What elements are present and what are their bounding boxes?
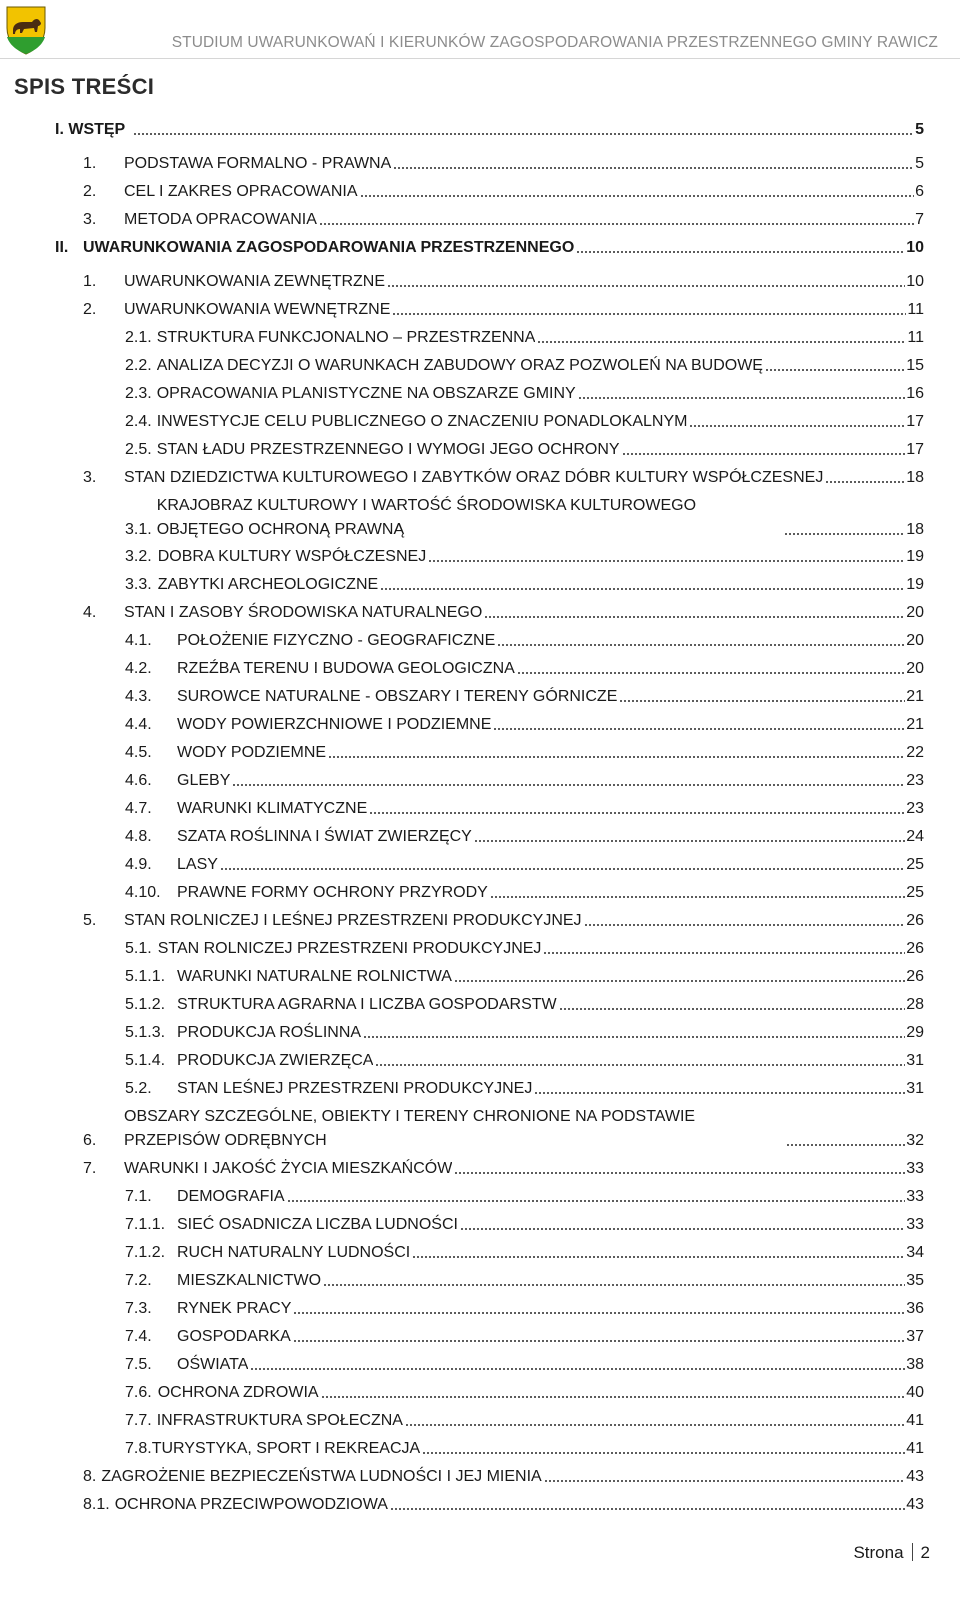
footer-page-number: 2 <box>920 1543 930 1562</box>
toc-entry[interactable] <box>125 1297 924 1321</box>
toc-entry-number: 3. <box>83 469 97 486</box>
toc-entry[interactable] <box>125 1185 924 1209</box>
toc-entry[interactable] <box>125 354 924 378</box>
toc-entry[interactable] <box>125 494 924 542</box>
toc-entry-title: TURYSTYKA, SPORT I REKREACJA <box>151 1440 421 1457</box>
toc-entry[interactable] <box>83 208 924 232</box>
toc-entry-title: PODSTAWA FORMALNO - PRAWNA <box>124 155 392 172</box>
toc-entry-number: 8. <box>83 1468 97 1485</box>
toc-entry-number: 5.1.2. <box>125 996 166 1013</box>
toc-entry-number: 2.3. <box>125 385 152 402</box>
toc-entry-title: ZABYTKI ARCHEOLOGICZNE <box>157 576 379 593</box>
toc-dot-leader <box>369 810 905 815</box>
toc-dot-leader <box>328 754 905 759</box>
toc-dot-leader <box>537 339 906 344</box>
toc-entry[interactable] <box>125 797 924 821</box>
toc-dot-leader <box>375 1062 905 1067</box>
toc-dot-leader <box>390 1506 905 1511</box>
toc-entry-page: 38 <box>906 1356 924 1373</box>
toc-entry-page: 23 <box>906 772 924 789</box>
toc-dot-leader <box>544 1478 906 1483</box>
toc-entry-title: WODY PODZIEMNE <box>177 744 327 761</box>
toc-dot-leader <box>393 165 914 170</box>
toc-entry[interactable] <box>125 769 924 793</box>
toc-entry[interactable] <box>125 825 924 849</box>
toc-dot-leader <box>474 838 905 843</box>
toc-dot-leader <box>454 1170 905 1175</box>
toc-entry-page: 41 <box>906 1412 924 1429</box>
toc-dot-leader <box>578 395 905 400</box>
toc-entry-title: UWARUNKOWANIA WEWNĘTRZNE <box>124 301 391 318</box>
toc-entry-number: 2.4. <box>125 413 152 430</box>
footer-separator <box>912 1543 913 1561</box>
toc-heading: SPIS TREŚCI <box>14 74 155 99</box>
toc-entry[interactable] <box>125 713 924 737</box>
toc-entry-page: 34 <box>906 1244 924 1261</box>
toc-entry-number: 1. <box>83 155 97 172</box>
toc-entry-number: 2. <box>83 301 97 318</box>
toc-entry-number: 2.5. <box>125 441 152 458</box>
toc-entry[interactable] <box>125 410 924 434</box>
toc-entry-page: 25 <box>906 884 924 901</box>
toc-entry-title: OPRACOWANIA PLANISTYCZNE NA OBSZARZE GMINY <box>156 385 576 402</box>
toc-dot-leader <box>387 283 905 288</box>
toc-entry-number: 4.1. <box>125 632 152 649</box>
toc-entry-page: 25 <box>906 856 924 873</box>
toc-entry-title: STAN ŁADU PRZESTRZENNEGO I WYMOGI JEGO OCHRONY <box>156 441 620 458</box>
toc-entry-title: LASY <box>177 856 218 873</box>
toc-entry-number: 4.5. <box>125 744 152 761</box>
toc-dot-leader <box>360 193 915 198</box>
toc-entry-page: 28 <box>906 996 924 1013</box>
toc-entry-page: 21 <box>906 688 924 705</box>
toc-dot-leader <box>497 642 905 647</box>
toc-entry-title: ANALIZA DECYZJI O WARUNKACH ZABUDOWY ORAZ POZWOLEŃ NA BUDOWĘ <box>156 357 763 374</box>
toc-dot-leader <box>517 670 905 675</box>
toc-entry-title: GOSPODARKA <box>177 1328 291 1345</box>
toc-entry[interactable] <box>83 1105 924 1153</box>
toc-entry-title: STAN ROLNICZEJ I LEŚNEJ PRZESTRZENI PRODUKCYJNEJ <box>124 912 582 929</box>
toc-entry-number: 7. <box>83 1160 97 1177</box>
toc-entry-number: 3.1. <box>125 521 152 538</box>
toc-entry-title: INFRASTRUKTURA SPOŁECZNA <box>156 1412 403 1429</box>
toc-dot-leader <box>392 311 906 316</box>
toc-dot-leader <box>323 1282 905 1287</box>
toc-entry[interactable] <box>125 1409 924 1433</box>
toc-entry-number: 4.4. <box>125 716 152 733</box>
toc-entry[interactable] <box>55 118 924 142</box>
toc-entry-number: 5. <box>83 912 97 929</box>
toc-dot-leader <box>380 586 905 591</box>
toc-entry-number: 4.9. <box>125 856 152 873</box>
toc-entry[interactable] <box>125 853 924 877</box>
toc-entry-number: 5.2. <box>125 1080 152 1097</box>
toc-entry[interactable] <box>125 1077 924 1101</box>
toc-dot-leader <box>689 423 905 428</box>
toc-dot-leader <box>287 1198 906 1203</box>
toc-entry-page: 41 <box>906 1440 924 1457</box>
footer-label: Strona <box>853 1543 904 1562</box>
toc-entry-number: 3.3. <box>125 576 152 593</box>
toc-entry-title: STAN ROLNICZEJ PRZESTRZENI PRODUKCYJNEJ <box>157 940 542 957</box>
toc-entry-page: 29 <box>906 1024 924 1041</box>
toc-entry[interactable] <box>125 1353 924 1377</box>
toc-entry-title: OBSZARY SZCZEGÓLNE, OBIEKTY I TERENY CHRONIONE NA PODSTAWIE PRZEPISÓW ODRĘBNYCH <box>124 1108 696 1149</box>
toc-entry-number: 7.1.2. <box>125 1244 166 1261</box>
toc-entry-page: 36 <box>906 1300 924 1317</box>
toc-dot-leader <box>825 479 905 484</box>
toc-entry[interactable] <box>83 1465 924 1489</box>
toc-entry[interactable] <box>125 326 924 350</box>
toc-entry-page: 33 <box>906 1160 924 1177</box>
toc-entry-page: 11 <box>907 301 924 318</box>
toc-entry-number: 7.7. <box>125 1412 152 1429</box>
toc-entry-title: SUROWCE NATURALNE - OBSZARY I TERENY GÓRNICZE <box>177 688 618 705</box>
toc-entry-title: METODA OPRACOWANIA <box>124 211 317 228</box>
header-divider <box>0 58 960 59</box>
toc-entry[interactable] <box>83 909 924 933</box>
toc-entry-title: MIESZKALNICTWO <box>177 1272 322 1289</box>
toc-dot-leader <box>460 1226 905 1231</box>
toc-entry-title: POŁOŻENIE FIZYCZNO - GEOGRAFICZNE <box>177 632 496 649</box>
toc-entry-page: 20 <box>906 632 924 649</box>
toc-dot-leader <box>543 950 905 955</box>
toc-entry-page: 20 <box>906 604 924 621</box>
toc-entry[interactable] <box>125 965 924 989</box>
toc-dot-leader <box>220 866 905 871</box>
toc-entry[interactable] <box>83 601 924 625</box>
bear-coat-of-arms-icon <box>4 4 48 56</box>
toc-entry-number: 7.5. <box>125 1356 152 1373</box>
toc-entry-page: 10 <box>906 273 924 290</box>
toc-entry-page: 33 <box>906 1188 924 1205</box>
toc-dot-leader <box>405 1422 905 1427</box>
toc-entry-number: 4.6. <box>125 772 152 789</box>
toc-entry-page: 5 <box>915 121 924 138</box>
toc-dot-leader <box>422 1450 905 1455</box>
toc-entry-page: 18 <box>906 469 924 486</box>
toc-entry-number: 4.2. <box>125 660 152 677</box>
toc-entry-number: 4. <box>83 604 97 621</box>
toc-entry-number: 7.2. <box>125 1272 152 1289</box>
toc-entry-title: CEL I ZAKRES OPRACOWANIA <box>124 183 358 200</box>
toc-entry[interactable] <box>125 1049 924 1073</box>
toc-entry-number: 7.8. <box>125 1440 152 1457</box>
toc-entry-title: KRAJOBRAZ KULTUROWY I WARTOŚĆ ŚRODOWISKA KULTUROWEGO OBJĘTEGO OCHRONĄ PRAWNĄ <box>156 497 697 538</box>
page-footer <box>853 1543 930 1563</box>
toc-entry-number: 7.1. <box>125 1188 152 1205</box>
toc-entry-page: 35 <box>906 1272 924 1289</box>
toc-entry-page: 19 <box>906 576 924 593</box>
toc-dot-leader <box>490 894 905 899</box>
toc-entry-number: 4.10. <box>125 884 161 901</box>
toc-entry-title: GLEBY <box>177 772 231 789</box>
toc-entry-title: RUCH NATURALNY LUDNOŚCI <box>177 1244 411 1261</box>
toc-entry-number: 2.1. <box>125 329 152 346</box>
toc-entry-number: 2.2. <box>125 357 152 374</box>
toc-dot-leader <box>619 698 905 703</box>
toc-entry-number: 4.8. <box>125 828 152 845</box>
toc-entry-number: 5.1.4. <box>125 1052 166 1069</box>
toc-entry[interactable] <box>125 545 924 569</box>
toc-entry[interactable] <box>83 152 924 176</box>
toc-entry[interactable] <box>83 1157 924 1181</box>
toc-entry-title: WARUNKI I JAKOŚĆ ŻYCIA MIESZKAŃCÓW <box>124 1160 453 1177</box>
toc-dot-leader <box>363 1034 905 1039</box>
toc-entry-number: 5.1. <box>125 940 152 957</box>
toc-entry-page: 26 <box>906 968 924 985</box>
toc-dot-leader <box>321 1394 906 1399</box>
toc-entry-title: ZAGROŻENIE BEZPIECZEŃSTWA LUDNOŚCI I JEJ MIENIA <box>101 1468 542 1485</box>
toc-entry[interactable] <box>125 1325 924 1349</box>
toc-entry-number: II. <box>55 239 69 256</box>
toc-entry[interactable] <box>125 1381 924 1405</box>
toc-entry-title: STRUKTURA FUNKCJONALNO – PRZESTRZENNA <box>156 329 536 346</box>
toc-entry-title: INWESTYCJE CELU PUBLICZNEGO O ZNACZENIU PONADLOKALNYM <box>156 413 688 430</box>
toc-dot-leader <box>319 221 914 226</box>
toc-entry-number: 3.2. <box>125 548 152 565</box>
page-header <box>0 0 960 62</box>
toc-entry-page: 20 <box>906 660 924 677</box>
toc-dot-leader <box>493 726 905 731</box>
toc-entry-title: PRODUKCJA ZWIERZĘCA <box>177 1052 374 1069</box>
toc-entry[interactable] <box>125 438 924 462</box>
toc-entry-page: 23 <box>906 800 924 817</box>
toc-entry[interactable] <box>125 573 924 597</box>
toc-entry-title: PRODUKCJA ROŚLINNA <box>177 1024 362 1041</box>
toc-entry-page: 40 <box>906 1384 924 1401</box>
toc-dot-leader <box>454 978 905 983</box>
toc-entry[interactable] <box>125 1437 924 1461</box>
toc-entry-title: UWARUNKOWANIA ZAGOSPODAROWANIA PRZESTRZENNEGO <box>83 239 575 256</box>
toc-entry-page: 31 <box>906 1052 924 1069</box>
toc-entry[interactable] <box>125 382 924 406</box>
toc-entry-page: 19 <box>906 548 924 565</box>
toc-entry-page: 37 <box>906 1328 924 1345</box>
toc-dot-leader <box>232 782 905 787</box>
toc-entry-page: 6 <box>915 183 924 200</box>
toc-entry-number: 8.1. <box>83 1496 110 1513</box>
toc-dot-leader <box>534 1090 905 1095</box>
toc-entry[interactable] <box>125 1021 924 1045</box>
toc-entry-page: 7 <box>915 211 924 228</box>
toc-entry-title: WODY POWIERZCHNIOWE I PODZIEMNE <box>177 716 492 733</box>
toc-entry-number: 3. <box>83 211 97 228</box>
toc-entry-page: 43 <box>906 1468 924 1485</box>
toc-entry-page: 22 <box>906 744 924 761</box>
toc-entry-number: 5.1.1. <box>125 968 166 985</box>
toc-entry-title: OCHRONA PRZECIWPOWODZIOWA <box>114 1496 388 1513</box>
toc-entry-title: STAN DZIEDZICTWA KULTUROWEGO I ZABYTKÓW ORAZ DÓBR KULTURY WSPÓŁCZESNEJ <box>124 469 824 486</box>
toc-entry-number: 7.6. <box>125 1384 152 1401</box>
toc-dot-leader <box>786 1142 905 1147</box>
toc-dot-leader <box>484 614 905 619</box>
toc-entry-title: DEMOGRAFIA <box>177 1188 285 1205</box>
toc-dot-leader <box>412 1254 905 1259</box>
toc-entry-page: 21 <box>906 716 924 733</box>
toc-entry-number: 7.3. <box>125 1300 152 1317</box>
toc-entry-title: STRUKTURA AGRARNA I LICZBA GOSPODARSTW <box>177 996 557 1013</box>
toc-entry[interactable] <box>55 236 924 260</box>
toc-dot-leader <box>133 131 914 136</box>
toc-entry[interactable] <box>125 741 924 765</box>
toc-entry[interactable] <box>83 1493 924 1517</box>
toc-entry-title: WARUNKI KLIMATYCZNE <box>177 800 368 817</box>
toc-entry-number: 5.1.3. <box>125 1024 166 1041</box>
toc-dot-leader <box>784 531 906 536</box>
toc-entry-page: 31 <box>906 1080 924 1097</box>
toc-entry[interactable] <box>83 180 924 204</box>
toc-entry[interactable] <box>125 685 924 709</box>
toc-entry-title: WARUNKI NATURALNE ROLNICTWA <box>177 968 452 985</box>
toc-entry[interactable] <box>83 298 924 322</box>
toc-entry-title: STAN I ZASOBY ŚRODOWISKA NATURALNEGO <box>124 604 483 621</box>
toc-entry-number: 1. <box>83 273 97 290</box>
toc-entry-title: OCHRONA ZDROWIA <box>157 1384 319 1401</box>
toc-entry-page: 15 <box>906 357 924 374</box>
toc-entry-title: OŚWIATA <box>177 1356 249 1373</box>
toc-dot-leader <box>293 1310 905 1315</box>
toc-entry-number: 4.3. <box>125 688 152 705</box>
toc-entry-page: 24 <box>906 828 924 845</box>
toc-entry-page: 17 <box>906 441 924 458</box>
toc-entry-page: 26 <box>906 912 924 929</box>
toc-dot-leader <box>584 922 906 927</box>
toc-entry-page: 16 <box>906 385 924 402</box>
toc-entry[interactable] <box>125 629 924 653</box>
toc-entry-number: 6. <box>83 1132 97 1149</box>
toc-entry[interactable] <box>125 1269 924 1293</box>
toc-entry-title: STAN LEŚNEJ PRZESTRZENI PRODUKCYJNEJ <box>177 1080 533 1097</box>
toc-dot-leader <box>293 1338 905 1343</box>
toc-dot-leader <box>250 1366 905 1371</box>
toc-entry-title: SIEĆ OSADNICZA LICZBA LUDNOŚCI <box>177 1216 458 1233</box>
toc-entry-title: UWARUNKOWANIA ZEWNĘTRZNE <box>124 273 386 290</box>
toc-entry[interactable] <box>83 270 924 294</box>
toc-entry[interactable] <box>125 1241 924 1265</box>
toc-entry-number: 4.7. <box>125 800 152 817</box>
toc-entry-title: SZATA ROŚLINNA I ŚWIAT ZWIERZĘCY <box>177 828 472 845</box>
toc-entry-page: 32 <box>906 1132 924 1149</box>
toc-dot-leader <box>428 558 905 563</box>
toc-entry-number: 7.1.1. <box>125 1216 166 1233</box>
toc-entry-page: 5 <box>915 155 924 172</box>
document-title: STUDIUM UWARUNKOWAŃ I KIERUNKÓW ZAGOSPODAROWANIA PRZESTRZENNEGO GMINY RAWICZ <box>171 34 938 51</box>
toc-dot-leader <box>576 249 905 254</box>
toc-entry-page: 17 <box>906 413 924 430</box>
toc-entry-number: 7.4. <box>125 1328 152 1345</box>
toc-entry-number: 2. <box>83 183 97 200</box>
toc-entry-number: I. WSTĘP <box>55 121 126 138</box>
toc-entry-title: RZEŹBA TERENU I BUDOWA GEOLOGICZNA <box>177 660 515 677</box>
toc-entry-page: 26 <box>906 940 924 957</box>
toc-entry-page: 10 <box>906 239 924 256</box>
toc-entry-page: 18 <box>906 521 924 538</box>
toc-entry-title: RYNEK PRACY <box>177 1300 292 1317</box>
toc-entry[interactable] <box>125 881 924 905</box>
toc-dot-leader <box>559 1006 906 1011</box>
toc-entry[interactable] <box>83 466 924 490</box>
toc-entry-title: DOBRA KULTURY WSPÓŁCZESNEJ <box>157 548 427 565</box>
toc-entry-page: 33 <box>906 1216 924 1233</box>
toc-dot-leader <box>765 367 905 372</box>
toc-entry-page: 11 <box>907 329 924 346</box>
toc-dot-leader <box>622 451 906 456</box>
toc-entry[interactable] <box>125 1213 924 1237</box>
toc-entry[interactable] <box>125 657 924 681</box>
toc-entry-title: PRAWNE FORMY OCHRONY PRZYRODY <box>177 884 488 901</box>
toc-entry[interactable] <box>125 937 924 961</box>
toc-entry-page: 43 <box>906 1496 924 1513</box>
toc-entry[interactable] <box>125 993 924 1017</box>
